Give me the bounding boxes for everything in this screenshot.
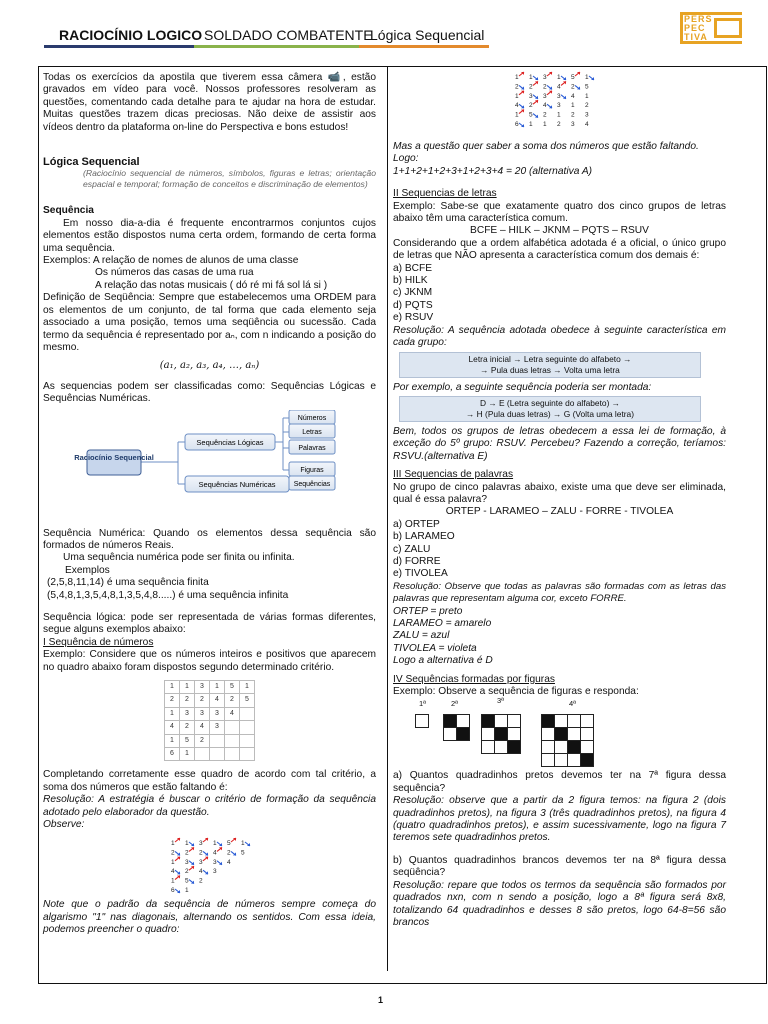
grid-number: 1 <box>171 878 175 886</box>
rule-line-1: Letra inicial → Letra seguinte do alfabeto → <box>468 353 632 364</box>
grid-number: 6 <box>515 121 519 128</box>
option-d: d) PQTS <box>393 299 433 311</box>
word-option-e: e) TIVOLEA <box>393 568 448 580</box>
grid-number: 5 <box>185 878 189 886</box>
grid-number: 2 <box>543 111 547 119</box>
grid-number: 3 <box>213 868 217 876</box>
grid-cell: 2 <box>165 694 180 707</box>
resolution-a: Resolução: observe que a partir da 2 figura temos: na figura 2 (dois quadradinhos pretos), na figura 3 (três quadradinhos pretos), na figura 4 (quatro quadradinhos pretos), e assim sucessivamente, logo na figura 7 teremos sete quadradinhos pretos. <box>393 795 726 844</box>
grid-number: 2 <box>515 83 519 91</box>
grid-row <box>165 734 255 747</box>
section-2-example: Exemplo: Sabe-se que exatamente quatro dos cinco grupos de letras abaixo têm uma característica comum. <box>393 200 726 225</box>
grid-number: 2 <box>529 83 533 91</box>
grid-number: 2 <box>543 83 547 91</box>
grid-number: 2 <box>199 878 203 886</box>
observe-label: Observe: <box>43 819 85 831</box>
grid-number: 2 <box>571 83 575 91</box>
section-2-conclusion: Bem, todos os grupos de letras obedecem a essa lei de formação, à exceção do 5º grupo: RSUV. Percebeu? Fazendo a correção, teríamos: RSVU.(alternativa E) <box>393 425 726 462</box>
figure-label-4: 4ª <box>569 699 576 709</box>
grid-cell: 1 <box>165 681 180 694</box>
section-title: Lógica Sequencial <box>43 156 140 169</box>
grid-cell <box>210 734 225 747</box>
diagram-logicas-label: Sequências Lógicas <box>196 437 264 447</box>
classification-text: As sequencias podem ser classificadas como: Sequências Lógicas e Sequências Numéricas. <box>43 380 376 405</box>
grid-cell: 1 <box>180 748 195 761</box>
section-3-answer: Logo a alternativa é D <box>393 655 493 667</box>
grid-cell: 5 <box>180 734 195 747</box>
grid-cell: 3 <box>195 681 210 694</box>
letter-groups: BCFE – HILK – JKNM – PQTS – RSUV <box>470 225 649 237</box>
grid-number: 4 <box>227 859 231 867</box>
section-3-heading: III Sequencias de palavras <box>393 469 514 481</box>
example-line-b: → H (Pula duas letras) → G (Volta uma letra) <box>465 408 635 419</box>
grid-cell: 4 <box>210 694 225 707</box>
grid-cell <box>240 707 255 720</box>
grid-row <box>165 694 255 707</box>
grid-number: 4 <box>199 868 203 876</box>
sequencia-paragraph: Em nosso dia-a-dia é frequente encontrarmos conjuntos cujos elementos estão dispostos numa certa ordem, formando de certa forma uma sequência. <box>43 217 376 254</box>
resolution-text: Resolução: A estratégia é buscar o critério de formação da sequência adotado pelo elaborador da questão. <box>43 794 376 818</box>
grid-cell: 1 <box>165 734 180 747</box>
numeric-line-4: (2,5,8,11,14) é uma sequência finita <box>47 577 209 589</box>
figure-4 <box>541 714 594 767</box>
filled-grid-arrows-figure <box>393 71 726 137</box>
grid-number: 1 <box>585 92 589 100</box>
numeric-line-3: Exemplos <box>65 564 110 576</box>
color-map-1: ORTEP = preto <box>393 605 463 617</box>
option-c: c) JKNM <box>393 287 433 299</box>
grid-cell <box>240 748 255 761</box>
example-line-3: A relação das notas musicais ( dó ré mi fá sol lá si ) <box>95 279 328 291</box>
diagram-leaf-label: Sequências <box>293 480 331 488</box>
grid-number: 6 <box>171 887 175 895</box>
grid-number: 4 <box>571 92 575 100</box>
grid-number: 3 <box>557 92 561 100</box>
example-line-a: D → E (Letra seguinte do alfabeto) → <box>479 397 621 408</box>
grid-cell: 3 <box>195 707 210 720</box>
grid-number: 4 <box>585 121 589 128</box>
header-bar-green <box>194 45 359 48</box>
grid-number: 2 <box>585 102 589 110</box>
color-map-4: TIVOLEA = violeta <box>393 642 477 654</box>
header-bar-orange <box>359 45 489 48</box>
grid-cell <box>240 734 255 747</box>
logical-definition: Sequência lógica: pode ser representada de várias formas diferentes, segue alguns exemplos abaixo: <box>43 611 376 636</box>
definition-paragraph: Definição de Seqüência: Sempre que estabelecemos uma ORDEM para os elementos de um conjunto, de tal forma que cada elemento seja associado a uma posição, temos uma seqüência ou sucessão. Cada termo da sequência é representado por aₙ, com n indicando a posição do mesmo. <box>43 292 376 353</box>
complete-question: Completando corretamente esse quadro de acordo com tal critério, a soma dos números que estão faltando é: <box>43 769 376 793</box>
word-option-d: d) FORRE <box>393 555 441 567</box>
grid-number: 3 <box>585 111 589 119</box>
example-line-1: Exemplos: A relação de nomes de alunos de uma classe <box>43 255 299 267</box>
sequencia-heading: Sequência <box>43 205 94 217</box>
grid-number: 4 <box>515 102 519 110</box>
question-a: a) Quantos quadradinhos pretos devemos ter na 7ª figura dessa sequência? <box>393 770 726 794</box>
grid-number: 3 <box>213 859 217 867</box>
example-line-2: Os números das casas de uma rua <box>95 267 254 279</box>
grid-number: 1 <box>515 111 519 119</box>
diagonal-arrows-figure <box>43 835 376 897</box>
grid-cell: 6 <box>165 748 180 761</box>
grid-cell: 1 <box>210 681 225 694</box>
grid-number: 1 <box>557 74 561 81</box>
grid-cell: 5 <box>240 694 255 707</box>
diagram-numericas-label: Sequências Numéricas <box>198 479 276 489</box>
section-4-example: Exemplo: Observe a sequência de figuras e responda: <box>393 686 639 698</box>
grid-row <box>165 681 255 694</box>
left-column <box>43 72 376 937</box>
color-map-2: LARAMEO = amarelo <box>393 618 492 629</box>
grid-cell: 4 <box>225 707 240 720</box>
grid-cell: 3 <box>210 707 225 720</box>
grid-number: 3 <box>199 840 203 848</box>
diagram-leaf-label: Letras <box>302 428 322 436</box>
section-3-resolution: Resolução: Observe que todas as palavras são formadas com as letras das palavras que representam alguma cor, exceto FORRE. <box>393 580 726 605</box>
formula: (a₁, a₂, a₃, a₄, …, aₙ) <box>159 360 260 372</box>
grid-number: 1 <box>241 840 245 848</box>
number-grid <box>164 680 255 761</box>
figure-1 <box>415 714 429 728</box>
grid-cell: 4 <box>165 721 180 734</box>
section-subtitle: (Raciocínio sequencial de números, símbolos, figuras e letras; orientação espacial e temporal; formação de conceitos e discriminação de elementos) <box>83 168 376 189</box>
intro-text: Todas os exercícios da apostila que tiverem essa câmera 📹, estão gravados em vídeo para você. Nossos professores resolveram as questões, comentando cada detalhe para te ajudar na hora de estudar. Muitas questões trazem dicas preciosas. Não deixe de assistir aos vídeos dentro da plataforma on-line do Perspectiva e bons estudos! <box>43 72 376 133</box>
column-divider <box>387 67 388 971</box>
grid-cell: 2 <box>225 694 240 707</box>
grid-number: 3 <box>185 859 189 867</box>
page-number: 1 <box>378 995 384 1005</box>
grid-number: 2 <box>185 849 189 857</box>
grid-number: 3 <box>571 121 575 128</box>
resolution-b: Resolução: repare que todos os termos da sequência são formados por quadrados nxn, com n sendo a posição, logo a 8ª figura será 8x8, totalizando 64 quadradinhos e desses 8 são pretos, logo 64-8=56 são brancos <box>393 879 726 928</box>
option-e: e) RSUV <box>393 312 434 324</box>
grid-number: 3 <box>543 74 547 81</box>
grid-cell <box>195 748 210 761</box>
rule-box <box>399 352 701 378</box>
pattern-note: Note que o padrão da sequência de números sempre começa do algarismo "1" nas diagonais, alternando os sentidos. Com essa ideia, podemos preencher o quadro: <box>43 899 376 936</box>
grid-cell <box>210 748 225 761</box>
grid-row <box>165 707 255 720</box>
grid-cell <box>240 721 255 734</box>
grid-cell: 1 <box>240 681 255 694</box>
figure-sequence <box>393 698 726 768</box>
grid-number: 5 <box>529 111 533 119</box>
section-2-heading: II Sequencias de letras <box>393 188 497 200</box>
figure-label-3: 3ª <box>497 696 504 706</box>
figure-3 <box>481 714 521 754</box>
section-4-heading: IV Sequências formadas por figuras <box>393 673 555 685</box>
word-option-c: c) ZALU <box>393 543 431 555</box>
sum-answer: 1+1+2+1+2+3+1+2+3+4 = 20 (alternativa A) <box>393 165 593 177</box>
word-list: ORTEP - LARAMEO – ZALU - FORRE - TIVOLEA <box>445 506 674 518</box>
rule-line-2: → Pula duas letras → Volta uma letra <box>480 364 620 375</box>
section-3-question: No grupo de cinco palavras abaixo, existe uma que deve ser eliminada, qual é essa palavra? <box>393 481 726 505</box>
diagram-leaf-label: Palavras <box>298 444 326 452</box>
numeric-line-5: (5,4,8,1,3,5,4,8,1,3,5,4,8.....) é uma sequência infinita <box>47 589 289 601</box>
grid-number: 3 <box>199 859 203 867</box>
grid-cell: 2 <box>195 694 210 707</box>
grid-number: 1 <box>585 74 589 81</box>
grid-number: 1 <box>557 111 561 119</box>
grid-number: 1 <box>529 121 533 128</box>
numeric-definition: Sequência Numérica: Quando os elementos dessa sequência são formados de números Reais. <box>43 527 376 551</box>
course-title: SOLDADO COMBATENTE <box>204 27 373 43</box>
grid-number: 3 <box>543 92 547 100</box>
question-b: b) Quantos quadradinhos brancos devemos ter na 8ª figura dessa seqüência? <box>393 854 726 879</box>
grid-number: 5 <box>571 74 575 81</box>
grid-number: 1 <box>543 121 547 128</box>
grid-number: 5 <box>585 83 589 91</box>
diagram-root-label: Raciocínio Sequencial <box>74 452 154 462</box>
example-intro: Por exemplo, a seguinte sequência poderia ser montada: <box>393 381 652 393</box>
grid-cell <box>225 748 240 761</box>
numeric-line-2: Uma sequência numérica pode ser finita ou infinita. <box>63 552 295 564</box>
grid-number: 1 <box>515 92 519 100</box>
section-2-resolution: Resolução: A sequência adotada obedece à seguinte característica em cada grupo: <box>393 324 726 349</box>
grid-cell: 2 <box>180 721 195 734</box>
figure-label-2: 2ª <box>451 699 458 709</box>
grid-number: 5 <box>241 849 245 857</box>
grid-number: 4 <box>171 868 175 876</box>
grid-number: 4 <box>213 849 217 857</box>
topic-title: Lógica Sequencial <box>370 27 485 43</box>
diagram-leaf-label: Números <box>297 414 327 422</box>
grid-number: 2 <box>227 849 231 857</box>
section-1-heading: I Sequência de números <box>43 636 154 648</box>
grid-number: 2 <box>557 121 561 128</box>
grid-number: 1 <box>515 74 519 81</box>
grid-number: 1 <box>185 887 189 895</box>
grid-cell: 2 <box>180 694 195 707</box>
example-box <box>399 396 701 422</box>
grid-number: 5 <box>227 840 231 848</box>
grid-number: 2 <box>171 849 175 857</box>
sum-question: Mas a questão quer saber a soma dos números que estão faltando. Logo: <box>393 141 699 165</box>
grid-number: 3 <box>529 92 533 100</box>
section-2-question: Considerando que a ordem alfabética adotada é a oficial, o único grupo de letras que NÃO apresenta a característica comum dos demais é: <box>393 237 726 262</box>
diagram-leaf-label: Figuras <box>300 466 324 474</box>
figure-2 <box>443 714 470 741</box>
grid-cell <box>225 721 240 734</box>
grid-number: 2 <box>571 111 575 119</box>
right-column <box>393 71 726 929</box>
perspectiva-logo: PERS PEC TIVA <box>680 12 742 44</box>
grid-number: 2 <box>185 868 189 876</box>
grid-number: 3 <box>557 102 561 110</box>
grid-number: 2 <box>199 849 203 857</box>
header-bar-navy <box>44 45 194 48</box>
grid-number: 4 <box>543 102 547 110</box>
grid-number: 4 <box>557 83 561 91</box>
grid-number: 1 <box>185 840 189 848</box>
subject-title: RACIOCÍNIO LOGICO <box>59 27 203 43</box>
grid-cell: 3 <box>180 707 195 720</box>
page-header <box>44 26 664 48</box>
grid-cell: 1 <box>165 707 180 720</box>
grid-row <box>165 721 255 734</box>
grid-number: 1 <box>171 859 175 867</box>
classification-diagram <box>43 410 376 510</box>
grid-number: 1 <box>529 74 533 81</box>
color-map-3: ZALU = azul <box>393 630 450 642</box>
grid-cell: 5 <box>225 681 240 694</box>
section-1-example: Exemplo: Considere que os números inteiros e positivos que aparecem no quadro abaixo foram dispostos segundo determinado critério. <box>43 649 376 673</box>
grid-number: 2 <box>529 102 533 110</box>
grid-cell: 1 <box>180 681 195 694</box>
option-b: b) HILK <box>393 275 428 287</box>
option-a: a) BCFE <box>393 262 433 274</box>
grid-cell: 3 <box>210 721 225 734</box>
grid-number: 1 <box>213 840 217 848</box>
word-option-a: a) ORTEP <box>393 518 440 530</box>
grid-number: 1 <box>171 840 175 848</box>
grid-cell: 2 <box>195 734 210 747</box>
word-option-b: b) LARAMEO <box>393 531 455 543</box>
grid-number: 1 <box>571 102 575 110</box>
grid-cell: 4 <box>195 721 210 734</box>
grid-row <box>165 748 255 761</box>
grid-cell <box>225 734 240 747</box>
figure-label-1: 1ª <box>419 699 426 709</box>
